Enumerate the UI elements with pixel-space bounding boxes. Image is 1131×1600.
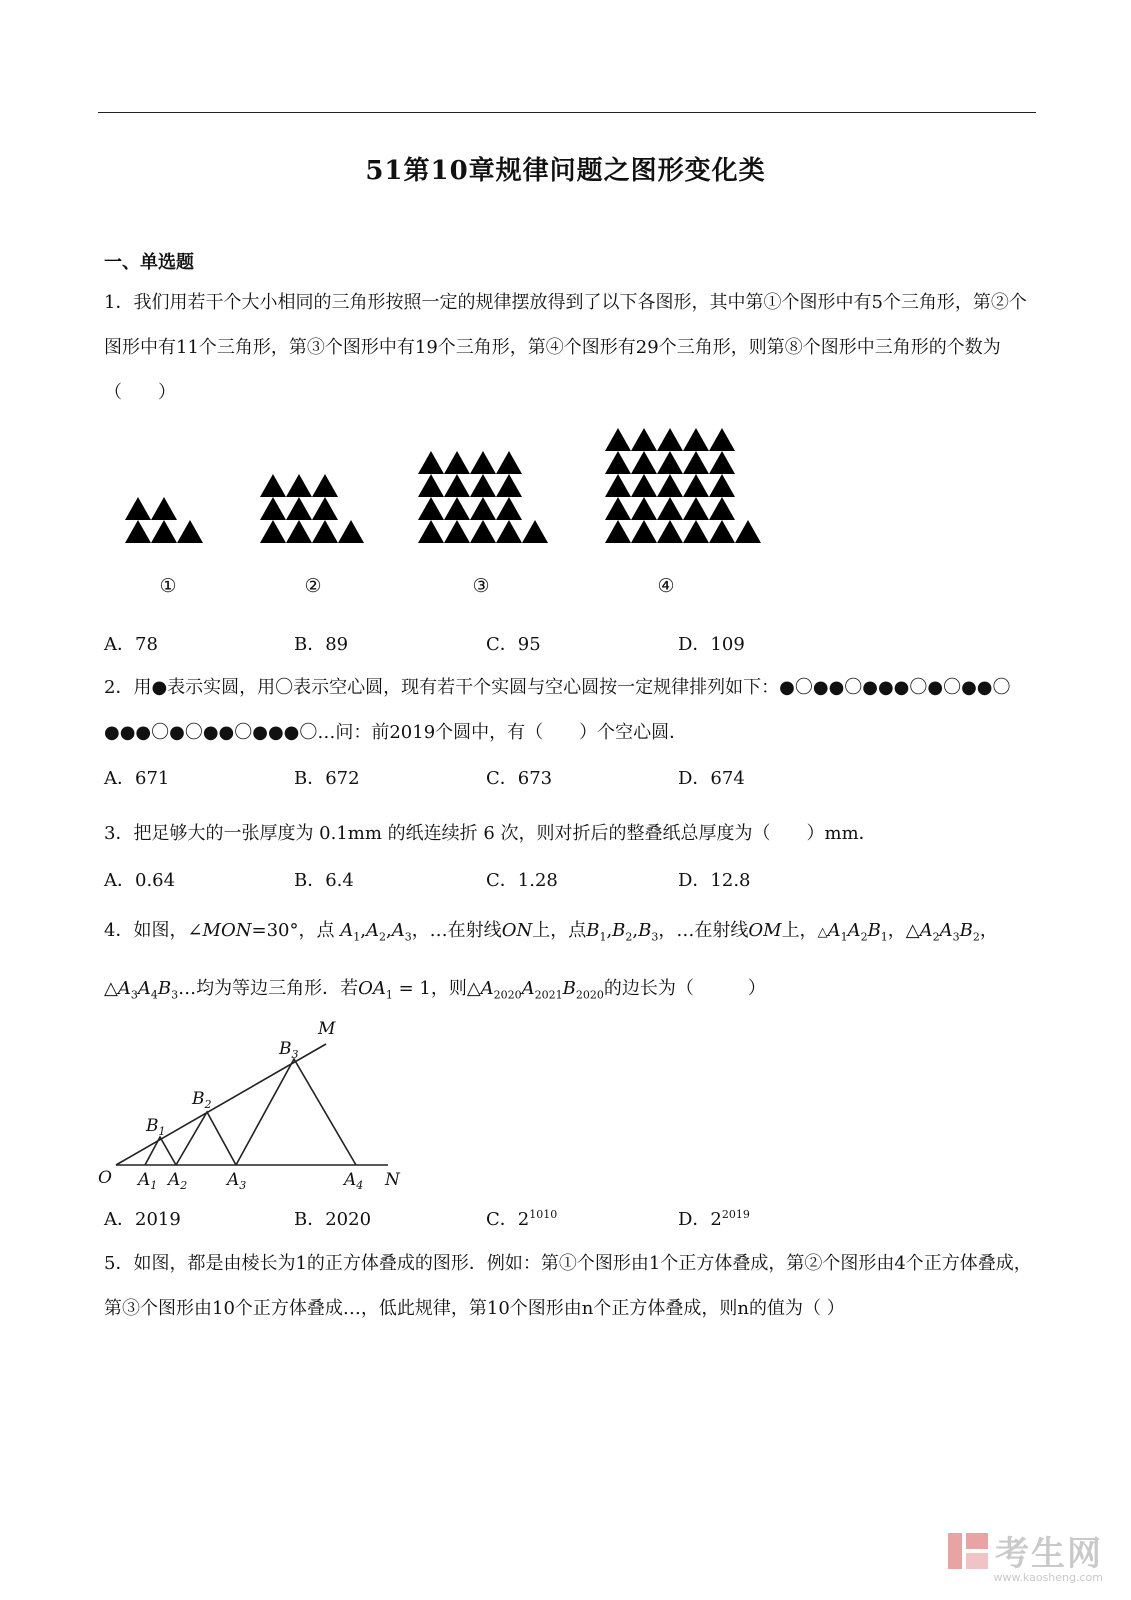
pattern-triangle [312,474,338,497]
pattern-triangle [496,474,522,497]
question-1-options [104,630,1034,658]
question-4-line-1: 4．如图，∠MON=30°，点 $A_1,A_2,A_3$，…在射线ON上，点$B_1,B_2,B_3$，…在射线OM上，$\triangle A_1A_2B_1$，$\triangle A_2A_3B_2$， [104,920,998,944]
pattern-triangle [151,520,177,543]
pattern-triangle [657,474,683,497]
q1-triangle-figures [100,425,800,610]
option-c[interactable]: C．673 [486,768,553,789]
pattern-triangle [683,451,709,474]
pattern-triangle [444,520,470,543]
watermark [946,1526,1103,1584]
pattern-triangle [470,451,496,474]
pattern-triangle [631,428,657,451]
triangle-a2a3b2 [176,1112,236,1165]
pattern-triangle [522,520,548,543]
triangle-a1a2b1 [145,1137,176,1165]
pattern-triangle [444,497,470,520]
pattern-triangle [260,520,286,543]
pattern-triangle [735,520,761,543]
pattern-triangle [657,428,683,451]
pattern-triangle [125,497,151,520]
watermark-name: 考生网 [995,1534,1103,1574]
option-d[interactable]: D．$2^{2019}$ [678,1208,750,1230]
pattern-triangle [286,520,312,543]
option-a[interactable]: A．78 [104,634,158,655]
pattern-triangle [151,497,177,520]
label-m: M [318,1019,336,1039]
pattern-triangle [286,497,312,520]
pattern-triangle [312,497,338,520]
pattern-triangle [631,520,657,543]
label-b3: $B_3$ [279,1039,299,1061]
pattern-triangle [496,451,522,474]
option-c[interactable]: C．95 [486,634,541,655]
label-a3: $A_3$ [227,1170,247,1192]
question-3-text: 3．把足够大的一张厚度为 0.1mm 的纸连续折 6 次，则对折后的整叠纸总厚度为（ ）mm． [104,823,877,844]
figure-label-2: ② [304,575,322,597]
pattern-triangle [605,497,631,520]
question-4-options [104,1205,1034,1233]
pattern-triangle [470,497,496,520]
option-b[interactable]: B．672 [294,768,360,789]
pattern-triangle [709,520,735,543]
pattern-triangle [177,520,203,543]
pattern-triangle [605,428,631,451]
pattern-triangle [605,474,631,497]
pattern-triangle [709,428,735,451]
pattern-triangle [286,474,312,497]
header-rule [98,112,1036,113]
pattern-triangle [260,474,286,497]
option-d[interactable]: D．109 [678,634,745,655]
label-b1: $B_1$ [146,1116,166,1138]
option-a[interactable]: A．0.64 [104,870,176,891]
option-d[interactable]: D．674 [678,768,745,789]
question-5-text: 5．如图，都是由棱长为1的正方体叠成的图形．例如：第①个图形由1个正方体叠成，第②个图形由4个正方体叠成，第③个图形由10个正方体叠成…，低此规律，第10个图形由n个正方体叠成，则n的值为（ ） [104,1253,1032,1319]
option-c[interactable]: C．1.28 [486,870,558,891]
label-b2: $B_2$ [192,1089,212,1111]
pattern-triangle [657,497,683,520]
question-2-options [104,764,1034,792]
pattern-triangle [683,520,709,543]
pattern-triangle [418,474,444,497]
pattern-triangle [444,451,470,474]
option-b[interactable]: B．2020 [294,1209,372,1230]
option-a[interactable]: A．671 [104,768,170,789]
label-n: N [385,1170,400,1190]
pattern-triangle [683,497,709,520]
pattern-triangle [605,520,631,543]
pattern-triangle [312,520,338,543]
pattern-triangle [418,451,444,474]
pattern-triangle [709,497,735,520]
pattern-triangle [125,520,151,543]
section-heading: 一、单选题 [104,252,194,273]
option-b[interactable]: B．89 [294,634,349,655]
label-a4: $A_4$ [344,1170,364,1192]
option-d[interactable]: D．12.8 [678,870,751,891]
label-a1: $A_1$ [138,1170,158,1192]
pattern-triangle [631,451,657,474]
page-title: 51第10章规律问题之图形变化类 [365,156,766,186]
kaosheng-logo-icon [946,1531,990,1571]
pattern-triangle [683,428,709,451]
pattern-triangle [496,497,522,520]
pattern-triangle [683,474,709,497]
pattern-triangle [444,474,470,497]
question-2-text: 2．用●表示实圆，用〇表示空心圆，现有若干个实圆与空心圆按一定规律排列如下：●〇●●〇●●●〇●〇●●〇●●●〇●〇●●〇●●●〇…问：前2019个圆中，有（ ）个空心圆． [104,677,1011,743]
question-1-text: 1．我们用若干个大小相同的三角形按照一定的规律摆放得到了以下各图形，其中第①个图形中有5个三角形，第②个图形中有11个三角形，第③个图形中有19个三角形，第④个图形有29个三角形，则第⑧个图形中三角形的个数为（ ） [104,292,1027,403]
figure-label-3: ③ [472,575,490,597]
pattern-triangle [709,451,735,474]
option-b[interactable]: B．6.4 [294,870,354,891]
pattern-triangle [496,520,522,543]
figure-label-1: ① [159,575,177,597]
triangle-a3a4b3 [236,1059,356,1165]
figure-label-4: ④ [657,575,675,597]
label-a2: $A_2$ [168,1170,188,1192]
ray-om [116,1044,326,1165]
watermark-url: www.kaosheng.com [993,1571,1103,1584]
pattern-triangle [470,520,496,543]
pattern-triangle [709,474,735,497]
label-o: O [98,1168,112,1188]
pattern-triangle [631,474,657,497]
pattern-triangle [470,474,496,497]
pattern-triangle [418,520,444,543]
pattern-triangle [605,451,631,474]
pattern-triangle [260,497,286,520]
question-4-line-2: $\triangle A_3A_4B_3\dots$均为等边三角形．若$OA_1 = 1$，则$\triangle A_{2020}A_{2021}B_{2020}$的边长为（ ） [104,978,766,1002]
option-c[interactable]: C．$2^{1010}$ [486,1208,558,1230]
pattern-triangle [657,520,683,543]
pattern-triangle [338,520,364,543]
question-3-options [104,866,1034,894]
pattern-triangle [631,497,657,520]
q4-geometry-figure [96,1015,416,1197]
pattern-triangle [418,497,444,520]
pattern-triangle [657,451,683,474]
option-a[interactable]: A．2019 [104,1209,181,1230]
